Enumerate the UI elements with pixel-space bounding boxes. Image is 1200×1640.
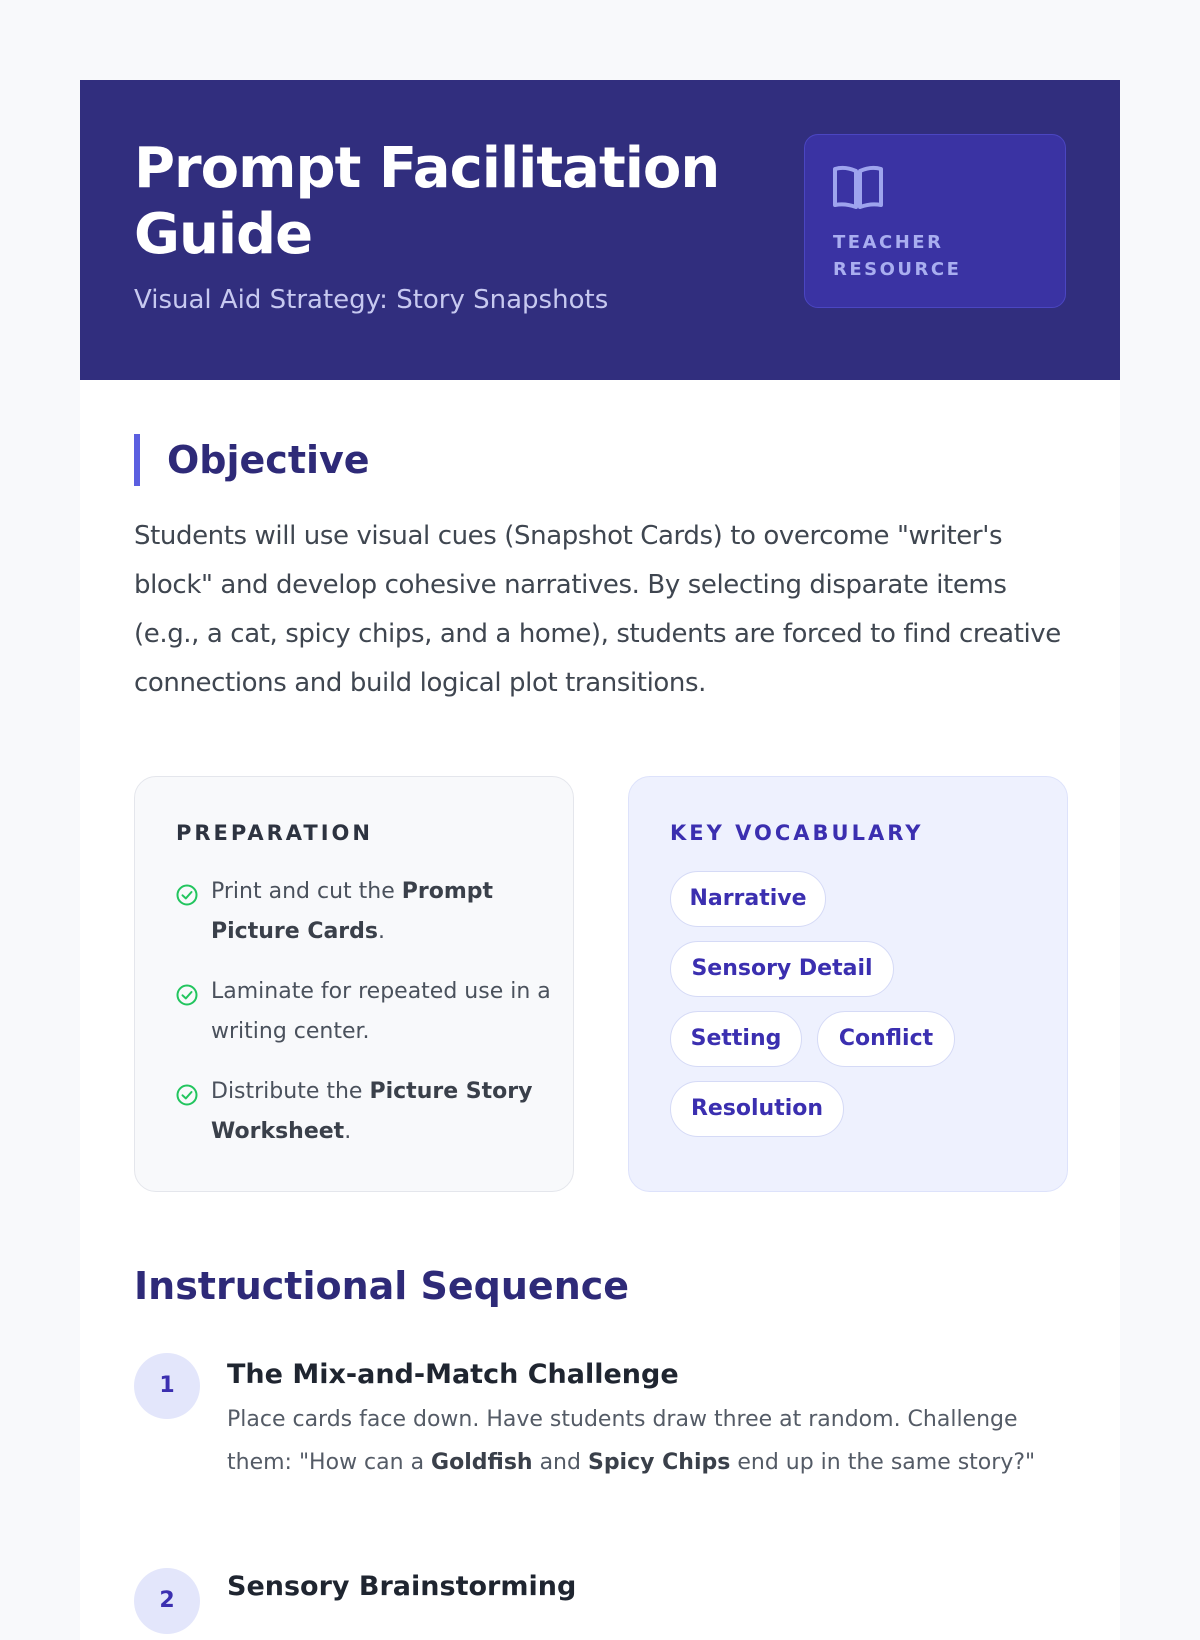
vocab-chip-setting[interactable]: Setting <box>670 1011 802 1067</box>
vocab-chip-resolution[interactable]: Resolution <box>670 1081 844 1137</box>
check-circle-icon <box>175 1083 199 1107</box>
step-number-badge: 2 <box>134 1568 200 1634</box>
preparation-heading: PREPARATION <box>176 821 373 845</box>
step-description: Place cards face down. Have students draw three at random. Challenge them: "How can a Goldfish and Spicy Chips end up in the same story?" <box>227 1407 1036 1475</box>
step-title: The Mix-and-Match Challenge <box>227 1359 679 1390</box>
teacher-resource-badge <box>804 134 1066 308</box>
badge-label: TEACHER RESOURCE <box>833 232 962 280</box>
sequence-heading: Instructional Sequence <box>134 1264 630 1308</box>
preparation-panel: PREPARATION Print and cut the Prompt Picture Cards. Laminate for repeated use in a writing center. Distribute the Picture Story Worksheet. <box>134 776 574 1192</box>
vocab-chip-conflict[interactable]: Conflict <box>817 1011 955 1067</box>
vocabulary-heading: KEY VOCABULARY <box>670 821 924 845</box>
page-title: Prompt Facilitation Guide <box>134 136 720 267</box>
vocabulary-panel <box>628 776 1068 1192</box>
guide-card <box>80 80 1120 1640</box>
step-title: Sensory Brainstorming <box>227 1571 577 1602</box>
vocab-chip-narrative[interactable]: Narrative <box>670 871 826 927</box>
vocab-chip-sensory-detail[interactable]: Sensory Detail <box>670 941 894 997</box>
check-circle-icon <box>175 983 199 1007</box>
header-banner <box>80 80 1120 380</box>
objective-heading: Objective <box>167 438 370 482</box>
objective-text: Students will use visual cues (Snapshot Cards) to overcome "writer's block" and develop cohesive narratives. By selecting disparate items (e.g., a cat, spicy chips, and a home), students are forced to find creative connections and build logical plot transitions. <box>134 521 1061 698</box>
step-number-badge: 1 <box>134 1353 200 1419</box>
book-open-icon <box>831 163 885 213</box>
objective-accent-bar <box>134 434 140 486</box>
check-circle-icon <box>175 883 199 907</box>
page-subtitle: Visual Aid Strategy: Story Snapshots <box>134 285 609 315</box>
